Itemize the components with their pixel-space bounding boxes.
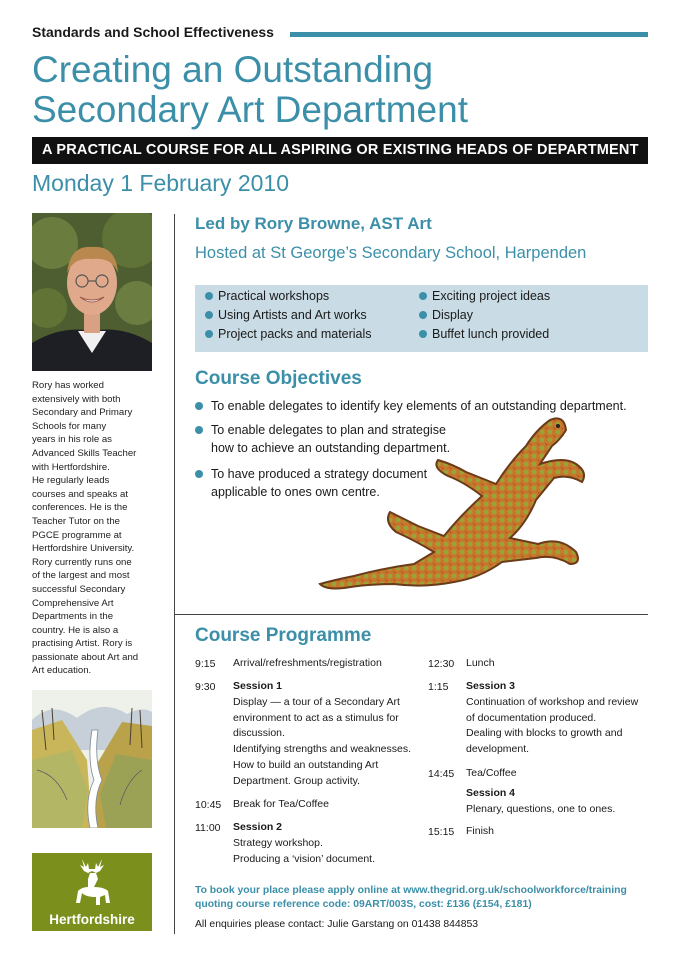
objectives-heading: Course Objectives — [195, 368, 362, 389]
bio-line: courses and speaks at — [32, 488, 128, 500]
bio-line: Comprehensive Art — [32, 597, 114, 609]
bio-line: Rory currently runs one — [32, 556, 132, 568]
programme-time: 9:15 — [195, 658, 216, 670]
programme-entry: Break for Tea/Coffee — [233, 798, 329, 810]
bio-line: years in his role as — [32, 434, 112, 446]
feature-item: Project packs and materials — [205, 327, 372, 341]
stag-icon — [70, 857, 116, 907]
bullet-icon — [205, 292, 213, 300]
programme-time: 11:00 — [195, 822, 221, 834]
course-venue: Hosted at St George’s Secondary School, Harpenden — [195, 244, 587, 262]
feature-item: Practical workshops — [205, 289, 329, 303]
programme-entry: Lunch — [466, 657, 495, 669]
bio-line: successful Secondary — [32, 583, 126, 595]
course-leader: Led by Rory Browne, AST Art — [195, 214, 432, 233]
page-title — [32, 50, 468, 130]
landscape-painting — [32, 690, 152, 828]
enquiries-contact: All enquiries please contact: Julie Garstang on 01438 844853 — [195, 919, 479, 930]
programme-time: 14:45 — [428, 768, 455, 780]
bio-line: Schools for many — [32, 420, 107, 432]
programme-heading: Course Programme — [195, 625, 372, 646]
features-box — [195, 285, 648, 352]
bio-line: Rory has worked — [32, 380, 104, 391]
title-line-1: Creating an Outstanding — [32, 49, 434, 90]
hertfordshire-logo — [32, 853, 152, 931]
programme-entry: Finish — [466, 825, 495, 837]
logo-text: Hertfordshire — [49, 912, 135, 927]
feature-item: Using Artists and Art works — [205, 308, 367, 322]
feature-item: Exciting project ideas — [419, 289, 550, 303]
feature-item: Buffet lunch provided — [419, 327, 549, 341]
bio-line: country. He is also a — [32, 624, 119, 636]
bio-line: of the largest and most — [32, 570, 130, 582]
bullet-icon — [419, 311, 427, 319]
kicker-rule — [290, 32, 648, 37]
programme-entry: Tea/Coffee — [466, 767, 517, 779]
objective-item: To enable delegates to plan and strategise how to achieve an outstanding department. — [195, 421, 495, 457]
presenter-photo — [32, 213, 152, 371]
objective-item: To have produced a strategy document applicable to ones own centre. — [195, 465, 495, 501]
programme-time: 15:15 — [428, 826, 455, 838]
bio-line: Hertfordshire University. — [32, 543, 135, 555]
title-line-2: Secondary Art Department — [32, 89, 468, 130]
bio-line: extensively with both — [32, 393, 121, 405]
course-date: Monday 1 February 2010 — [32, 170, 289, 196]
bio-line: He regularly leads — [32, 475, 110, 487]
kicker: Standards and School Effectiveness — [32, 24, 274, 40]
programme-time: 12:30 — [428, 658, 455, 670]
programme-entry: Session 2 Strategy workshop. Producing a ‘vision’ document. — [233, 821, 376, 865]
bio-line: Departments in the — [32, 611, 114, 623]
programme-time: 9:30 — [195, 681, 216, 693]
programme-entry: Session 3 Continuation of workshop and review of documentation produced. Dealing with blocks to growth and development. — [466, 680, 639, 756]
programme-entry: Session 4 Plenary, questions, one to ones. — [466, 787, 616, 815]
programme-time: 10:45 — [195, 799, 222, 811]
presenter-bio — [32, 379, 156, 678]
bio-line: Art education. — [32, 665, 92, 677]
bio-line: Secondary and Primary — [32, 407, 133, 419]
bio-line: PGCE programme at — [32, 529, 122, 541]
bullet-icon — [205, 311, 213, 319]
bio-line: conferences. He is the — [32, 502, 128, 514]
programme-entry: Arrival/refreshments/registration — [233, 657, 382, 669]
bio-line: practising Artist. Rory is — [32, 638, 133, 650]
bullet-icon — [419, 330, 427, 338]
booking-line: To book your place please apply online at www.thegrid.org.uk/schoolworkforce/training — [195, 885, 627, 896]
bullet-icon — [205, 330, 213, 338]
feature-item: Display — [419, 308, 473, 322]
bio-line: passionate about Art and — [32, 651, 139, 663]
bullet-icon — [419, 292, 427, 300]
bio-line: with Hertfordshire. — [32, 461, 110, 473]
objective-item: To enable delegates to identify key elements of an outstanding department. — [195, 397, 650, 415]
lizard-artwork — [314, 412, 648, 602]
booking-line: quoting course reference code: 09ART/003S, cost: £136 (£154, £181) — [195, 899, 532, 910]
bio-line: Teacher Tutor on the — [32, 515, 120, 527]
programme-time: 1:15 — [428, 681, 449, 693]
booking-info — [195, 884, 627, 912]
column-divider — [174, 214, 175, 934]
bullet-icon — [195, 470, 203, 478]
bullet-icon — [195, 426, 203, 434]
course-banner: A PRACTICAL COURSE FOR ALL ASPIRING OR EXISTING HEADS OF DEPARTMENT — [32, 137, 648, 164]
bullet-icon — [195, 402, 203, 410]
section-divider — [174, 614, 648, 615]
programme-entry: Session 1 Display — a tour of a Secondary Art environment to act as a stimulus for discussion. Identifying strengths and weaknesses. How to build an outstanding Art Department. Group activity. — [233, 680, 412, 787]
bio-line: Advanced Skills Teacher — [32, 447, 137, 459]
